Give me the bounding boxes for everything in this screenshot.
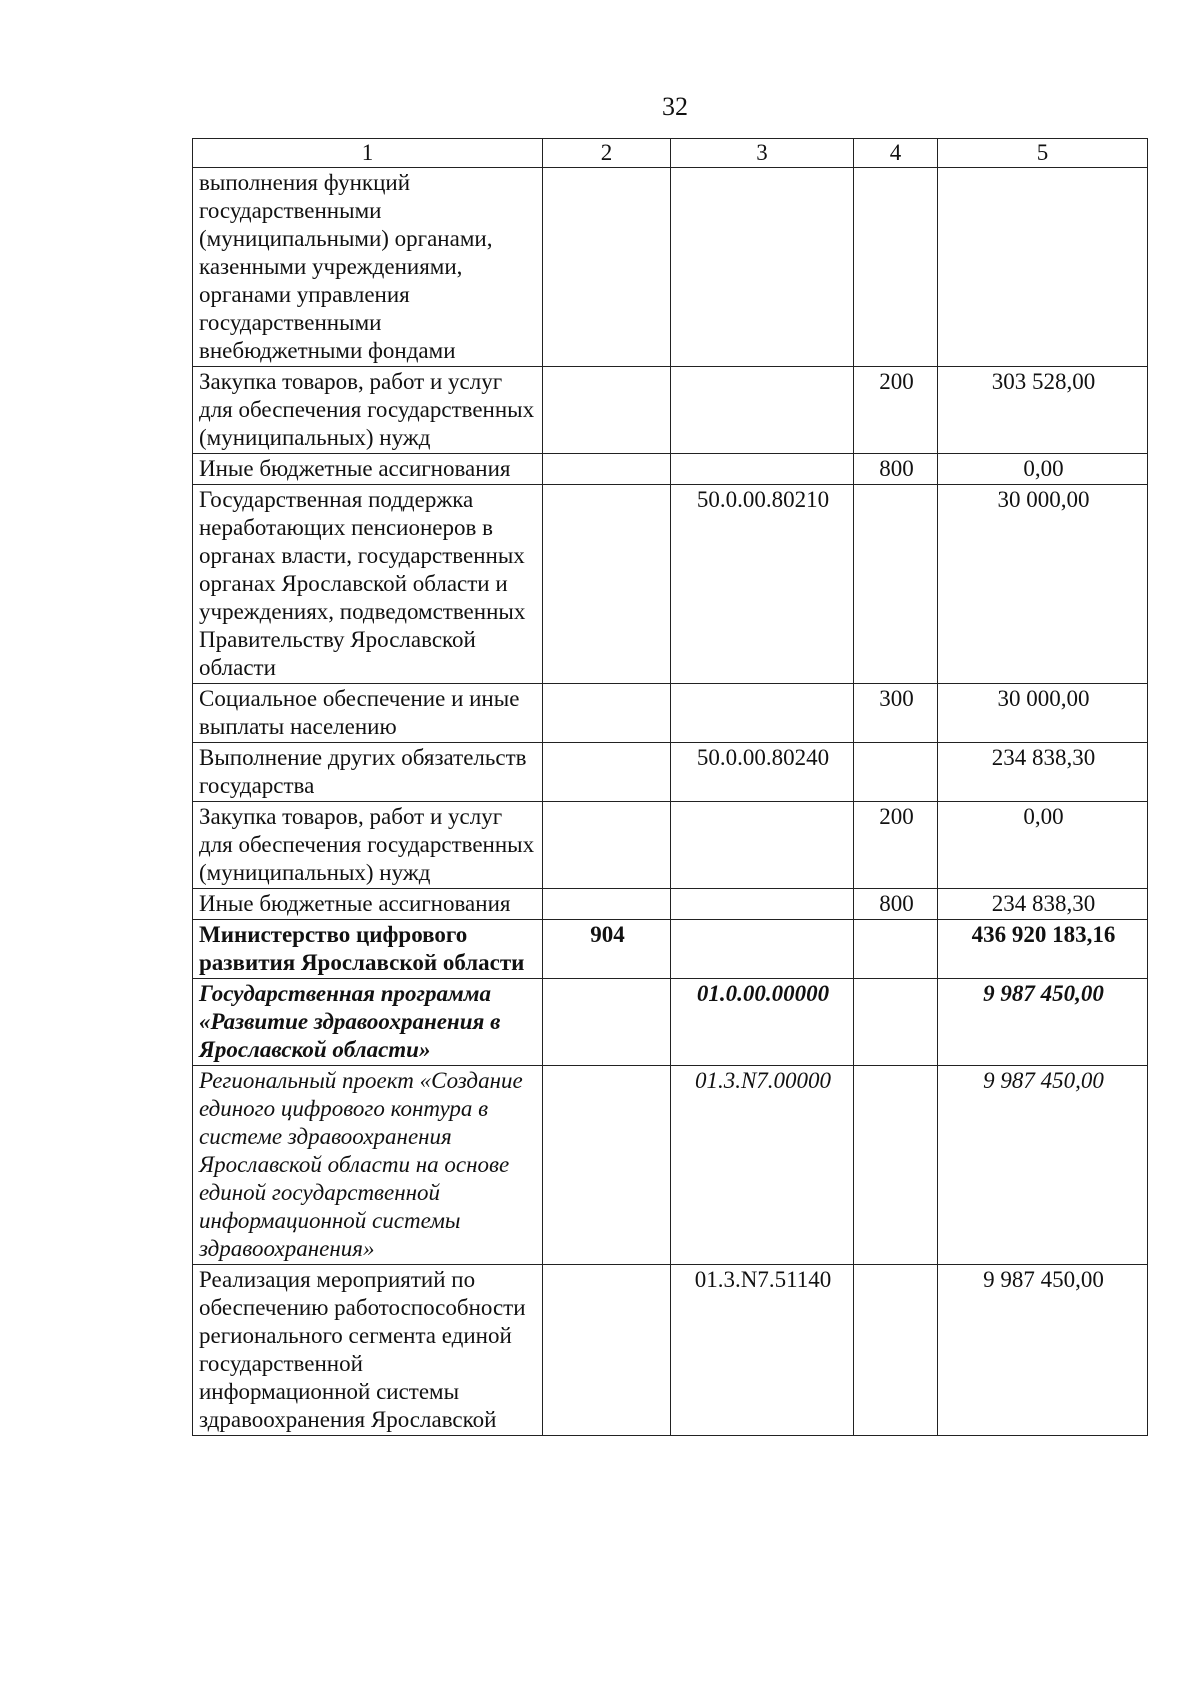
row-expense-type-cell (854, 743, 938, 802)
row-amount-cell: 0,00 (938, 454, 1148, 485)
row-target-code-cell (671, 168, 854, 367)
table-row (193, 743, 1148, 802)
row-section-code-cell (543, 1265, 671, 1436)
row-section-code-cell (543, 454, 671, 485)
row-expense-type-cell: 800 (854, 454, 938, 485)
column-header: 2 (543, 139, 671, 168)
row-section-code-cell (543, 743, 671, 802)
row-expense-type-cell: 800 (854, 889, 938, 920)
row-section-code-cell (543, 802, 671, 889)
row-amount-cell: 234 838,30 (938, 889, 1148, 920)
row-name-cell: Социальное обеспечение и иные выплаты населению (193, 684, 543, 743)
row-expense-type-cell (854, 979, 938, 1066)
row-name-cell: Закупка товаров, работ и услуг для обеспечения государственных (муниципальных) нужд (193, 802, 543, 889)
row-name-cell: Реализация мероприятий по обеспечению работоспособности регионального сегмента единой государственной информационной системы здравоохранения Ярославской (193, 1265, 543, 1436)
table-row (193, 802, 1148, 889)
table-row (193, 485, 1148, 684)
row-target-code-cell (671, 920, 854, 979)
row-section-code-cell (543, 979, 671, 1066)
row-expense-type-cell (854, 1066, 938, 1265)
row-amount-cell: 0,00 (938, 802, 1148, 889)
table-row (193, 889, 1148, 920)
row-amount-cell: 436 920 183,16 (938, 920, 1148, 979)
row-section-code-cell: 904 (543, 920, 671, 979)
row-section-code-cell (543, 1066, 671, 1265)
row-target-code-cell (671, 684, 854, 743)
table-row (193, 1265, 1148, 1436)
row-section-code-cell (543, 367, 671, 454)
row-name-cell: Иные бюджетные ассигнования (193, 454, 543, 485)
table-row (193, 168, 1148, 367)
row-name-cell: Выполнение других обязательств государства (193, 743, 543, 802)
row-amount-cell: 234 838,30 (938, 743, 1148, 802)
row-amount-cell: 30 000,00 (938, 684, 1148, 743)
table-row (193, 979, 1148, 1066)
row-target-code-cell (671, 454, 854, 485)
row-name-cell: Министерство цифрового развития Ярославской области (193, 920, 543, 979)
row-target-code-cell (671, 802, 854, 889)
column-header: 1 (193, 139, 543, 168)
budget-table (192, 138, 1148, 1436)
row-name-cell: Закупка товаров, работ и услуг для обеспечения государственных (муниципальных) нужд (193, 367, 543, 454)
row-expense-type-cell (854, 168, 938, 367)
row-name-cell: Государственная программа «Развитие здравоохранения в Ярославской области» (193, 979, 543, 1066)
row-expense-type-cell (854, 920, 938, 979)
row-amount-cell: 9 987 450,00 (938, 1265, 1148, 1436)
table-row (193, 1066, 1148, 1265)
row-amount-cell (938, 168, 1148, 367)
row-amount-cell: 30 000,00 (938, 485, 1148, 684)
row-section-code-cell (543, 168, 671, 367)
row-section-code-cell (543, 684, 671, 743)
row-expense-type-cell (854, 485, 938, 684)
row-amount-cell: 303 528,00 (938, 367, 1148, 454)
row-name-cell: выполнения функций государственными (муниципальными) органами, казенными учреждениями, органами управления государственными внебюджетными фондами (193, 168, 543, 367)
column-header: 4 (854, 139, 938, 168)
row-amount-cell: 9 987 450,00 (938, 979, 1148, 1066)
row-expense-type-cell: 300 (854, 684, 938, 743)
row-target-code-cell: 01.3.N7.51140 (671, 1265, 854, 1436)
row-expense-type-cell: 200 (854, 367, 938, 454)
row-target-code-cell: 50.0.00.80210 (671, 485, 854, 684)
table-row (193, 367, 1148, 454)
table-row (193, 454, 1148, 485)
row-name-cell: Государственная поддержка неработающих пенсионеров в органах власти, государственных органах Ярославской области и учреждениях, подведомственных Правительству Ярославской области (193, 485, 543, 684)
row-target-code-cell: 01.3.N7.00000 (671, 1066, 854, 1265)
row-target-code-cell (671, 889, 854, 920)
row-section-code-cell (543, 485, 671, 684)
column-header: 5 (938, 139, 1148, 168)
row-name-cell: Региональный проект «Создание единого цифрового контура в системе здравоохранения Ярославской области на основе единой государственной информационной системы здравоохранения» (193, 1066, 543, 1265)
header-row (193, 139, 1148, 168)
row-section-code-cell (543, 889, 671, 920)
row-target-code-cell (671, 367, 854, 454)
row-amount-cell: 9 987 450,00 (938, 1066, 1148, 1265)
row-expense-type-cell: 200 (854, 802, 938, 889)
table-row (193, 920, 1148, 979)
row-target-code-cell: 01.0.00.00000 (671, 979, 854, 1066)
row-name-cell: Иные бюджетные ассигнования (193, 889, 543, 920)
row-target-code-cell: 50.0.00.80240 (671, 743, 854, 802)
table-row (193, 684, 1148, 743)
row-expense-type-cell (854, 1265, 938, 1436)
column-header: 3 (671, 139, 854, 168)
page-number: 32 (662, 92, 688, 121)
